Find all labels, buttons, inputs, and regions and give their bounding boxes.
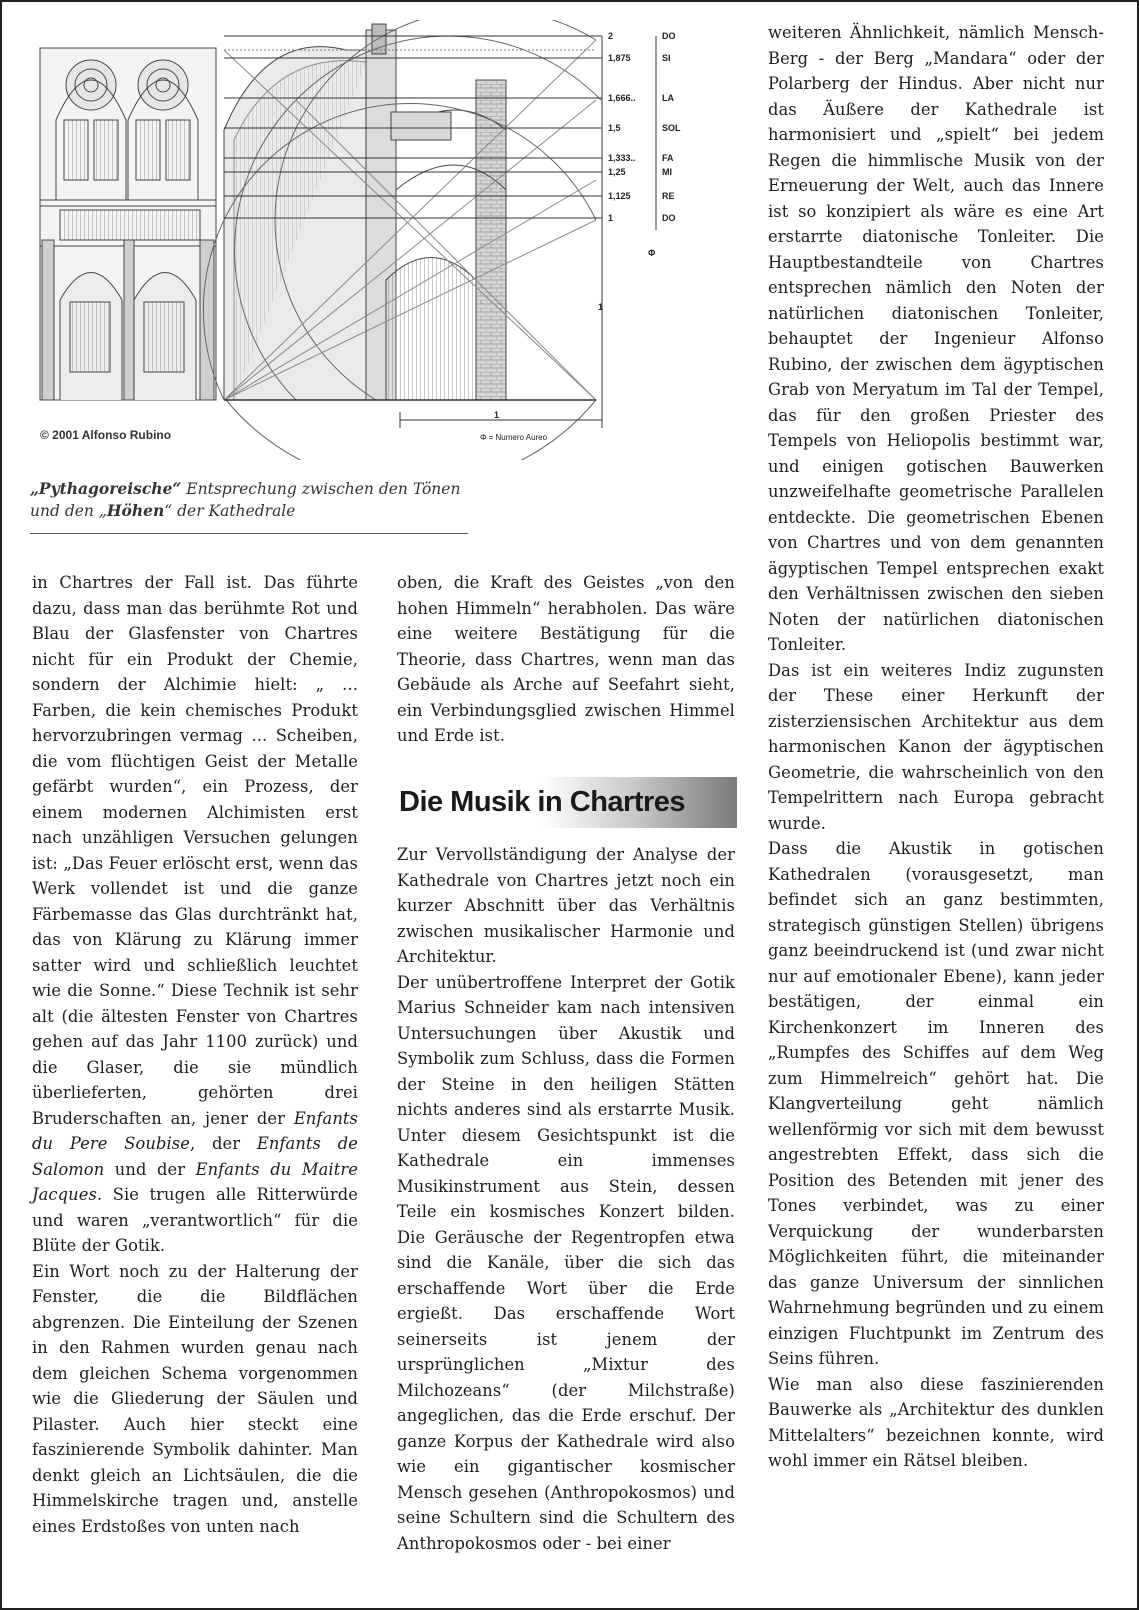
left-paragraph-1 [32, 570, 358, 1259]
right-paragraph-2: Das ist ein weiteres Indiz zugunsten der These einer Herkunft der zisterziensischen Architektur aus dem harmonischen Kanon der ägyptischen Geometrie, die wahrscheinlich von den Tempelrittern nach Europa gebracht wurde. [768, 660, 1104, 833]
scale-value-125: 1,25 [608, 167, 626, 177]
cathedral-drawing [36, 20, 696, 460]
caption-text-1: Entsprechung zwischen den Tönen und den „ [30, 480, 461, 520]
note-mi: MI [662, 167, 672, 177]
bottom-unit-label: 1 [494, 410, 500, 420]
column-right [768, 20, 1104, 1474]
right-paragraph-4: Wie man also diese faszinierenden Bauwerke als „Architektur des dunklen Mittelalters“ bezeichnen konnte, wird wohl immer ein Rätsel bleiben. [768, 1374, 1104, 1470]
left-p1-italic-1: Enfants du Pere Soubise [32, 1108, 358, 1153]
section-heading: Die Musik in Chartres [397, 777, 737, 828]
scale-value-1333: 1,333.. [608, 153, 636, 163]
phi-marker: Φ [648, 248, 656, 258]
caption-text-2: “ der Kathedrale [164, 502, 296, 520]
note-la: LA [662, 93, 674, 103]
middle-paragraph-2: Zur Vervollständigung der Analyse der Kathedrale von Chartres jetzt noch ein kurzer Abschnitt über das Verhältnis zwischen musikalischer Harmonie und Architektur. [397, 845, 735, 966]
cathedral-figure [36, 20, 696, 460]
left-p1-text-a: in Chartres der Fall ist. Das führte dazu, dass man das berühmte Rot und Blau der Glasfenster von Chartres nicht für ein Produkt der Chemie, sondern der Alchimie hielt: „ ... Farben, die kein chemisches Produkt hervorzubringen vermag ... Scheiben, die vom flüchtigen Geist der Metalle gefärbt wurden“, ein Prozess, der einem modernen Alchimisten erst nach unzähligen Versuchen gelungen ist: „Das Feuer erlöscht erst, wenn das Werk vollendet ist und die ganze Färbemasse das Glas durchtränkt hat, das von Klärung zu Klärung immer satter wird und schließlich leuchtet wie die Sonne.“ Diese Technik ist sehr alt (die ältesten Fenster von Chartres gehen auf das Jahr 1100 zurück) und die Glaser, die sie mündlich überlieferten, gehörten drei Bruderschaften an, jener der [32, 573, 358, 1128]
scale-value-1666: 1,666.. [608, 93, 636, 103]
column-middle-lower [397, 842, 735, 1556]
side-unit-label: 1 [598, 302, 604, 312]
left-p1-italic-3: Enfants du Maitre Jacques [32, 1159, 358, 1204]
scale-value-1875: 1,875 [608, 53, 631, 63]
scale-value-1125: 1,125 [608, 191, 631, 201]
figure-copyright: © 2001 Alfonso Rubino [40, 428, 172, 442]
caption-emphasis-2: Höhen [106, 501, 165, 520]
note-re: RE [662, 191, 675, 201]
column-left [32, 570, 358, 1539]
scale-value-2: 2 [608, 31, 614, 41]
note-si: SI [662, 53, 671, 63]
middle-paragraph-1: oben, die Kraft des Geistes „von den hohen Himmeln“ herabholen. Das wäre eine weitere Bestätigung für die Theorie, dass Chartres, wenn man das Gebäude als Arche auf Seefahrt sieht, ein Verbindungsglied zwischen Himmel und Erde ist. [397, 573, 735, 745]
note-sol: SOL [662, 123, 681, 133]
left-p1-text-b: , der [189, 1134, 257, 1153]
right-paragraph-1: weiteren Ähnlichkeit, nämlich Mensch-Berg - der Berg „Mandara“ oder der Polarberg der Hindus. Aber nicht nur das Äußere der Kathedrale ist harmonisiert und „spielt“ bei jedem Regen die himmlische Musik von der Erneuerung der Welt, auch das Innere ist so konzipiert als wäre es eine Art erstarrte diatonische Tonleiter. Die Hauptbestandteile von Chartres entsprechen nämlich den Noten der natürlichen diatonischen Tonleiter, behauptet der Ingenieur Alfonso Rubino, der zwischen dem ägyptischen Grab von Meryatum im Tal der Tempel, das für den großen Priester des Tempels von Heliopolis bestimmt war, und einigen gotischen Bauwerken unzweifelhafte geometrische Parallelen entdeckte. Die geometrischen Ebenen von Chartres und von dem genannten ägyptischen Tempel entsprechen exakt den Verhältnissen zwischen den sieben Noten der natürlichen diatonischen Tonleiter. [768, 23, 1104, 654]
note-do-low: DO [662, 213, 676, 223]
left-p1-text-d: . Sie trugen alle Ritterwürde und waren „verantwortlich“ für die Blüte der Gotik. [32, 1185, 358, 1255]
right-paragraph-3: Dass die Akustik in gotischen Kathedralen (vorausgesetzt, man befindet sich an ganz bestimmten, strategisch günstigen Stellen) übrigens ganz beeindruckend ist (und zwar nicht nur auf emotionaler Ebene), kann jeder bestätigen, der einmal ein Kirchenkonzert im Inneren des „Rumpfes des Schiffes auf dem Weg zum Himmelreich“ gehört hat. Die Klangverteilung geht nämlich wellenförmig vor sich mit dem bewusst angestrebten Effekt, dass sich die Position des Betenden mit jener des Tones verbindet, was zu einer Verquickung der wunderbarsten Möglichkeiten führt, die miteinander das ganze Universum der sinnlichen Wahrnehmung begründen und zu einem einzigen Fluchtpunkt im Zentrum des Seins führen. [768, 839, 1104, 1368]
caption-divider [30, 533, 468, 534]
note-do-high: DO [662, 31, 676, 41]
column-middle [397, 570, 735, 749]
middle-paragraph-3: Der unübertroffene Interpret der Gotik Marius Schneider kam nach intensiven Untersuchungen über Akustik und Symbolik zum Schluss, dass die Formen der Steine in den heiligen Stätten nichts anderes sind als erstarrte Musik. Unter diesem Gesichtspunkt ist die Kathedrale ein immenses Musikinstrument aus Stein, dessen Teile ein kosmisches Konzert bilden. Die Geräusche der Regentropfen etwa sind die Kanäle, über die sich das erschaffende Wort über die Erde ergießt. Das erschaffende Wort seinerseits ist jenem der ursprünglichen „Mixtur des Milchozeans“ (der Milchstraße) angeglichen, das die Erde erschuf. Der ganze Korpus der Kathedrale wird also wie ein gigantischer kosmischer Mensch gesehen (Anthropokosmos) und seine Schultern sind die Schultern des Anthropokosmos oder - bei einer [397, 972, 735, 1553]
note-fa: FA [662, 153, 674, 163]
scale-value-15: 1,5 [608, 123, 621, 133]
figure-caption [30, 478, 470, 522]
left-paragraph-2: Ein Wort noch zu der Halterung der Fenster, die die Bildflächen abgrenzen. Die Einteilung der Szenen in den Rahmen wurden genau nach dem gleichen Schema vorgenommen wie die Gliederung der Säulen und Pilaster. Auch hier steckt eine faszinierende Symbolik dahinter. Man denkt gleich an Lichtsäulen, die die Himmelskirche tragen und, anstelle eines Erdstoßes von unten nach [32, 1261, 358, 1536]
scale-value-1: 1 [608, 213, 614, 223]
phi-note: Φ = Numero Aureo [480, 433, 548, 442]
left-p1-text-c: und der [104, 1159, 196, 1179]
caption-emphasis-1: „Pythagoreische“ [30, 479, 182, 498]
left-p1-italic-2: Enfants de Salomon [32, 1134, 358, 1179]
